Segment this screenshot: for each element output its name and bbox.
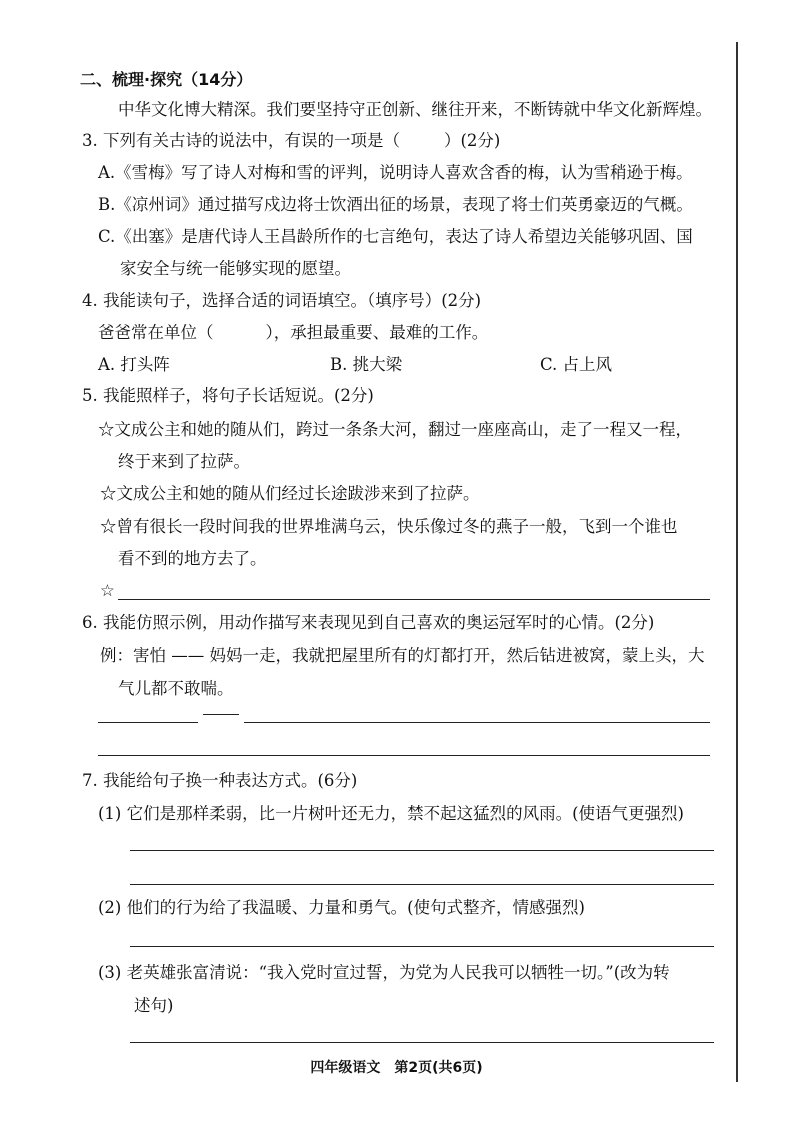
q6-example-line2: 气儿都不敢喘。 [118, 679, 234, 698]
q7-part1: (1) 它们是那样柔弱，比一片树叶还无力，禁不起这猛烈的风雨。(使语气更强烈) [98, 804, 684, 823]
q4-option-b: B. 挑大梁 [330, 355, 403, 374]
q6-stem: 6. 我能仿照示例，用动作描写来表现见到自己喜欢的奥运冠军时的心情。(2分) [82, 613, 655, 632]
q7-part3-answer-line[interactable] [130, 1042, 714, 1043]
q3-option-a: A.《雪梅》写了诗人对梅和雪的评判，说明诗人喜欢含香的梅，认为雪稍逊于梅。 [98, 163, 693, 182]
q6-example-line1: 例：害怕 —— 妈妈一走，我就把屋里所有的灯都打开，然后钻进被窝，蒙上头，大 [100, 646, 705, 665]
q5-example1-line1: ☆文成公主和她的随从们，跨过一条条大河，翻过一座座高山，走了一程又一程， [98, 420, 692, 439]
q5-stem: 5. 我能照样子，将句子长话短说。(2分) [82, 386, 374, 405]
q6-answer-line-2[interactable] [98, 755, 710, 756]
q4-option-c: C. 占上风 [540, 355, 613, 374]
q3-option-c-line2: 家安全与统一能够实现的愿望。 [120, 259, 351, 278]
q7-part2-answer-line[interactable] [130, 946, 714, 947]
q7-part3-line1: (3) 老英雄张富清说：“我入党时宣过誓，为党为人民我可以牺牲一切。”(改为转 [98, 963, 670, 982]
q7-part2: (2) 他们的行为给了我温暖、力量和勇气。(使句式整齐，情感强烈) [98, 898, 585, 917]
q5-example2: ☆文成公主和她的随从们经过长途跋涉来到了拉萨。 [100, 484, 480, 503]
q7-part1-answer-line-2[interactable] [130, 884, 714, 885]
page-footer: 四年级语文 第2页(共6页) [310, 1060, 483, 1076]
q6-action-answer-line[interactable] [244, 722, 710, 723]
page-margin-line [736, 42, 738, 1082]
q6-dash-line [203, 714, 239, 715]
q7-part1-answer-line-1[interactable] [130, 850, 714, 851]
section-title: 二、梳理·探究（14分） [80, 70, 253, 89]
q5-example1-line2: 终于来到了拉萨。 [118, 452, 250, 471]
q5-answer-line[interactable] [118, 599, 710, 600]
q6-emotion-answer-line[interactable] [98, 722, 198, 723]
q5-sentence-line2: 看不到的地方去了。 [118, 549, 267, 568]
q4-option-a: A. 打头阵 [98, 355, 170, 374]
q3-option-c-line1: C.《出塞》是唐代诗人王昌龄所作的七言绝句，表达了诗人希望边关能够巩固、国 [98, 227, 693, 246]
q4-sentence: 爸爸常在单位（ ），承担最重要、最难的工作。 [98, 323, 489, 342]
q3-stem: 3. 下列有关古诗的说法中，有误的一项是（ ）(2分) [82, 131, 501, 150]
section-intro: 中华文化博大精深。我们要坚持守正创新、继往开来，不断铸就中华文化新辉煌。 [118, 100, 712, 119]
star-icon: ☆ [100, 581, 115, 600]
q7-part3-line2: 述句) [134, 996, 174, 1015]
q3-option-b: B.《凉州词》通过描写戍边将士饮酒出征的场景，表现了将士们英勇豪迈的气概。 [98, 195, 693, 214]
q5-sentence-line1: ☆曾有很长一段时间我的世界堆满乌云，快乐像过冬的燕子一般，飞到一个谁也 [100, 517, 678, 536]
q7-stem: 7. 我能给句子换一种表达方式。(6分) [82, 771, 358, 790]
q4-stem: 4. 我能读句子，选择合适的词语填空。（填序号）(2分) [82, 291, 482, 310]
